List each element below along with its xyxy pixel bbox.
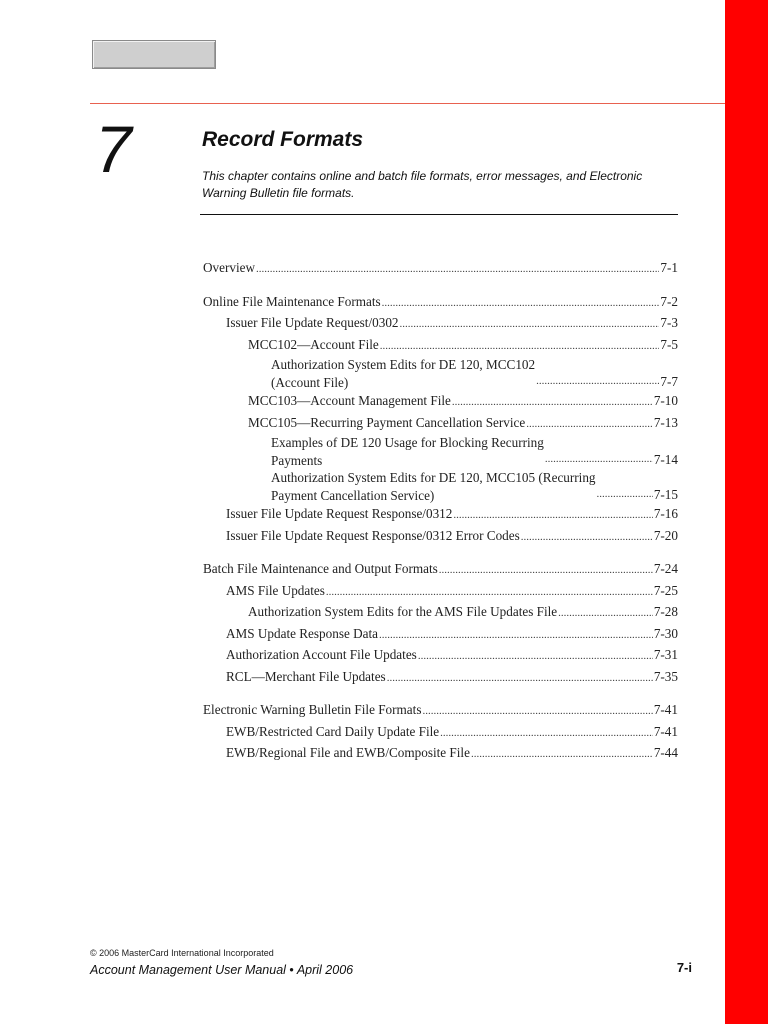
toc-entry[interactable]: [203, 581, 678, 603]
page-footer: [90, 948, 692, 978]
toc-entry-label-line: Authorization System Edits for DE 120, MCC102: [271, 357, 536, 372]
toc-entry-page: 7-16: [653, 506, 678, 521]
toc-entry[interactable]: [203, 700, 678, 722]
toc-entry-label-line: Payments: [271, 452, 323, 468]
toc-entry[interactable]: [203, 504, 678, 526]
bullet-separator: •: [289, 963, 294, 977]
toc-entry-page: 7-41: [653, 702, 678, 717]
table-of-contents: [203, 258, 678, 777]
toc-group: [203, 700, 678, 765]
toc-entry-page: 7-24: [653, 561, 678, 576]
leader-dots: [545, 450, 653, 470]
toc-entry[interactable]: [203, 645, 678, 667]
leader-dots: [526, 415, 653, 435]
toc-entry-label: MCC103—Account Management File: [248, 393, 451, 408]
toc-entry[interactable]: [203, 722, 678, 744]
intro-rule: [200, 214, 678, 215]
copyright-notice: © 2006 MasterCard International Incorporated: [90, 948, 274, 958]
toc-entry-label: AMS Update Response Data: [226, 625, 378, 641]
leader-dots: [439, 561, 653, 581]
leader-dots: [256, 260, 659, 280]
leader-dots: [382, 294, 660, 314]
toc-entry[interactable]: [203, 335, 678, 357]
toc-entry[interactable]: [203, 391, 678, 413]
toc-group: [203, 292, 678, 548]
page-number: 7-i: [676, 960, 692, 975]
toc-entry-page: 7-14: [653, 451, 678, 467]
chapter-intro: This chapter contains online and batch file formats, error messages, and Electronic Warning Bulletin file formats.: [202, 169, 643, 200]
toc-entry-label: Batch File Maintenance and Output Formats: [203, 561, 438, 576]
toc-entry[interactable]: [203, 624, 678, 646]
toc-entry-page: 7-31: [653, 647, 678, 662]
toc-entry-page: 7-30: [653, 625, 678, 641]
toc-entry[interactable]: [203, 434, 678, 469]
toc-entry-label: [271, 434, 544, 469]
leader-dots: [380, 337, 660, 357]
leader-dots: [597, 485, 653, 505]
toc-entry-page: 7-3: [660, 315, 678, 330]
leader-dots: [400, 315, 660, 335]
leader-dots: [387, 669, 653, 689]
section-tab: [92, 40, 216, 69]
leader-dots: [452, 393, 653, 413]
toc-entry-label: Authorization System Edits for the AMS File Updates File: [248, 604, 558, 619]
toc-entry-label: Electronic Warning Bulletin File Formats: [203, 702, 422, 717]
toc-entry-page: 7-1: [660, 260, 678, 275]
toc-entry-label-line: Payment Cancellation Service): [271, 487, 435, 503]
toc-entry-label: [271, 469, 596, 504]
toc-entry[interactable]: [203, 667, 678, 689]
toc-entry-page: 7-5: [660, 336, 678, 352]
toc-entry[interactable]: [203, 469, 678, 504]
leader-dots: [521, 528, 653, 548]
toc-entry-label: EWB/Restricted Card Daily Update File: [226, 723, 440, 739]
toc-entry-label: EWB/Regional File and EWB/Composite File: [226, 745, 470, 760]
toc-entry-page: 7-41: [653, 723, 678, 739]
toc-entry-page: 7-25: [653, 582, 678, 598]
toc-entry[interactable]: [203, 292, 678, 314]
header-rule: [90, 103, 725, 104]
toc-entry[interactable]: [203, 559, 678, 581]
leader-dots: [440, 724, 653, 744]
toc-entry-label: MCC102—Account File: [248, 336, 379, 352]
toc-entry[interactable]: [203, 743, 678, 765]
toc-entry-label: Issuer File Update Request Response/0312 Error Codes: [226, 527, 520, 543]
toc-entry[interactable]: [203, 526, 678, 548]
toc-entry-label: [271, 356, 535, 391]
toc-entry-label: Issuer File Update Request Response/0312: [226, 506, 453, 521]
toc-entry-page: 7-13: [653, 414, 678, 430]
toc-entry[interactable]: [203, 313, 678, 335]
toc-entry[interactable]: [203, 356, 678, 391]
leader-dots: [379, 626, 653, 646]
toc-entry-label: AMS File Updates: [226, 582, 325, 598]
toc-entry-label: Overview: [203, 260, 255, 275]
toc-entry-label: Authorization Account File Updates: [226, 647, 417, 662]
toc-group: [203, 559, 678, 688]
toc-entry-label-line: (Account File): [271, 374, 349, 390]
toc-entry-label: Online File Maintenance Formats: [203, 293, 381, 309]
red-edge-bar: [725, 0, 768, 1024]
toc-entry-label-line: Examples of DE 120 Usage for Blocking Recurring: [271, 435, 544, 450]
toc-entry-page: 7-15: [653, 486, 678, 502]
toc-entry-page: 7-44: [653, 745, 678, 760]
toc-group: [203, 258, 678, 280]
manual-date: April 2006: [296, 963, 354, 977]
toc-entry[interactable]: [203, 258, 678, 280]
toc-entry-label: Issuer File Update Request/0302: [226, 315, 399, 330]
toc-entry-label-line: Authorization System Edits for DE 120, MCC105 (Recurring: [271, 470, 596, 485]
leader-dots: [471, 745, 653, 765]
leader-dots: [558, 604, 653, 624]
leader-dots: [422, 702, 652, 722]
leader-dots: [326, 583, 653, 603]
toc-entry[interactable]: [203, 413, 678, 435]
chapter-title: Record Formats: [202, 128, 364, 151]
chapter-number: 7: [95, 112, 132, 186]
leader-dots: [453, 506, 652, 526]
leader-dots: [536, 372, 659, 392]
manual-citation: [90, 962, 692, 978]
toc-entry-page: 7-35: [653, 668, 678, 684]
leader-dots: [418, 647, 653, 667]
toc-entry-page: 7-20: [653, 527, 678, 543]
toc-entry-page: 7-2: [660, 293, 678, 309]
toc-entry[interactable]: [203, 602, 678, 624]
toc-entry-page: 7-7: [660, 373, 678, 389]
toc-entry-label: RCL—Merchant File Updates: [226, 668, 386, 684]
toc-entry-label: MCC105—Recurring Payment Cancellation Service: [248, 414, 526, 430]
toc-entry-page: 7-10: [653, 393, 678, 408]
toc-entry-page: 7-28: [653, 604, 678, 619]
manual-title: Account Management User Manual: [90, 963, 286, 977]
